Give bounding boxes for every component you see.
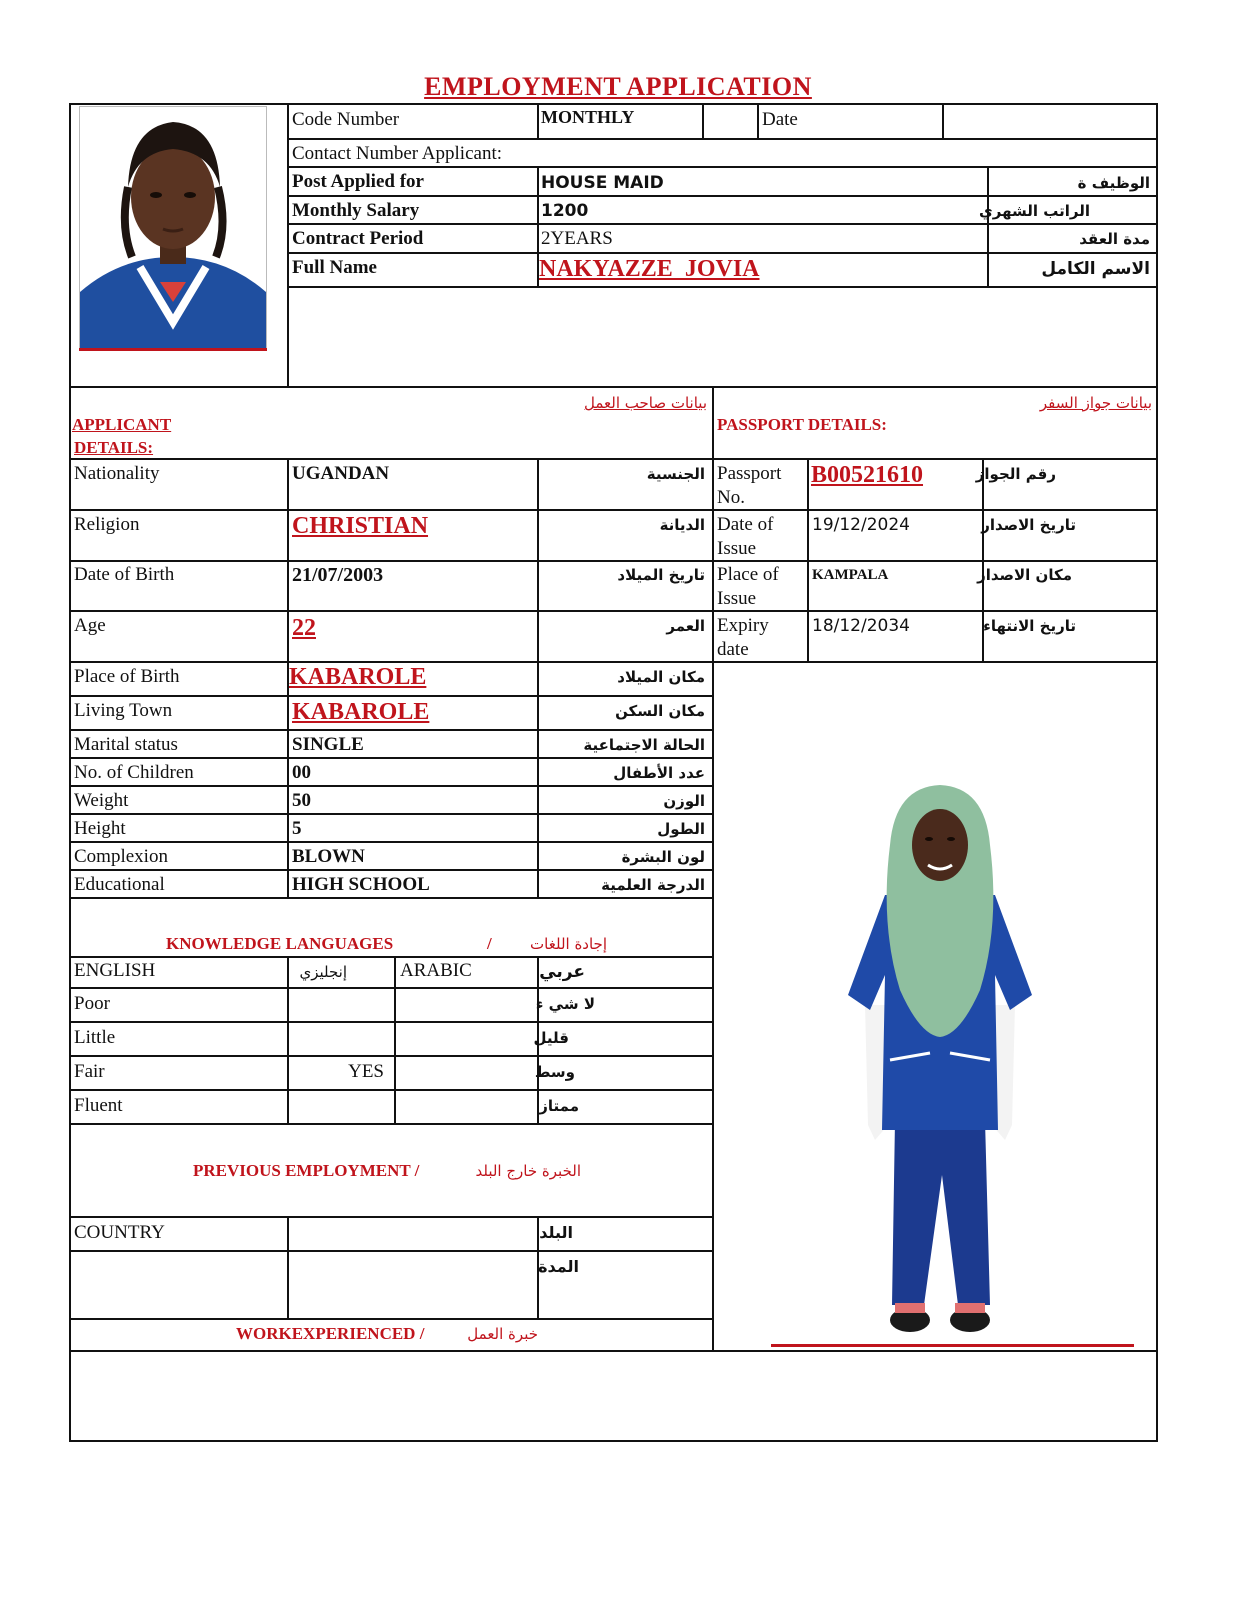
- page-title: EMPLOYMENT APPLICATION: [424, 72, 812, 101]
- weight-label: Weight: [74, 790, 129, 811]
- dob-value: 21/07/2003: [292, 564, 384, 586]
- fluent-label: Fluent: [74, 1095, 123, 1116]
- passport-no-label-2: No.: [717, 487, 745, 508]
- arabic-ar: عربي: [539, 962, 585, 982]
- languages-heading: KNOWLEDGE LANGUAGES: [166, 934, 394, 953]
- place-of-birth-value: KABAROLE: [289, 664, 427, 690]
- salary-value: 1200: [541, 201, 589, 221]
- complexion-ar: لون البشرة: [621, 848, 705, 866]
- issue-place-label-2: Issue: [717, 588, 757, 609]
- full-name-value: NAKYAZZE JOVIA: [539, 256, 760, 282]
- duration-ar: المدة: [538, 1257, 579, 1276]
- previous-heading: PREVIOUS EMPLOYMENT /: [193, 1161, 420, 1180]
- place-of-birth-label: Place of Birth: [74, 666, 180, 687]
- nationality-value: UGANDAN: [292, 463, 390, 484]
- issue-place-label-1: Place of: [717, 564, 779, 585]
- issue-place-ar: مكان الاصدار: [977, 566, 1072, 584]
- fair-label: Fair: [74, 1061, 105, 1082]
- complexion-value: BLOWN: [292, 846, 365, 867]
- poor-ar: لا شي ء: [535, 995, 595, 1013]
- post-label: Post Applied for: [292, 171, 424, 192]
- marital-label: Marital status: [74, 734, 178, 755]
- code-number-label: Code Number: [292, 109, 400, 130]
- passport-no-label-1: Passport: [717, 463, 782, 484]
- religion-label: Religion: [74, 514, 140, 535]
- expiry-value: 18/12/2034: [812, 616, 910, 636]
- languages-sep: /: [487, 934, 492, 953]
- nationality-label: Nationality: [74, 463, 160, 484]
- poor-label: Poor: [74, 993, 110, 1014]
- religion-ar: الديانة: [659, 516, 705, 534]
- fair-ar: وسط: [534, 1063, 575, 1081]
- issue-date-ar: تاريخ الاصدار: [981, 516, 1076, 534]
- living-town-ar: مكان السكن: [615, 702, 705, 720]
- education-label: Educational: [74, 874, 165, 895]
- country-label: COUNTRY: [74, 1222, 165, 1243]
- living-town-label: Living Town: [74, 700, 173, 721]
- passport-no-value: B00521610: [811, 462, 924, 488]
- marital-ar: الحالة الاجتماعية: [583, 736, 705, 754]
- expiry-ar: تاريخ الانتهاء: [983, 617, 1076, 635]
- age-value: 22: [292, 615, 316, 641]
- english-ar: إنجليزي: [299, 963, 347, 981]
- english-label: ENGLISH: [74, 960, 156, 981]
- children-value: 00: [292, 762, 311, 783]
- full-body-photo: [840, 775, 1040, 1340]
- previous-heading-ar: الخبرة خارج البلد: [475, 1162, 581, 1180]
- languages-heading-ar: إجادة اللغات: [530, 935, 607, 953]
- post-value: HOUSE MAID: [541, 173, 664, 193]
- issue-place-value: KAMPALA: [812, 567, 889, 583]
- education-ar: الدرجة العلمية: [601, 876, 705, 894]
- dob-ar: تاريخ الميلاد: [617, 566, 705, 584]
- date-label: Date: [762, 109, 798, 130]
- height-ar: الطول: [657, 820, 705, 838]
- issue-date-label-1: Date of: [717, 514, 774, 535]
- contract-value: 2YEARS: [541, 228, 613, 249]
- age-label: Age: [74, 615, 106, 636]
- work-heading-ar: خبرة العمل: [467, 1325, 538, 1343]
- place-of-birth-ar: مكان الميلاد: [617, 668, 705, 686]
- weight-ar: الوزن: [663, 792, 705, 810]
- contract-label: Contract Period: [292, 228, 424, 249]
- passport-no-ar: رقم الجواز: [975, 465, 1056, 483]
- height-label: Height: [74, 818, 126, 839]
- passport-heading: PASSPORT DETAILS:: [717, 415, 887, 434]
- applicant-heading-ar: بيانات صاحب العمل: [584, 394, 707, 412]
- passport-heading-ar: بيانات جواز السفر: [1039, 394, 1152, 412]
- age-ar: العمر: [666, 617, 705, 635]
- little-label: Little: [74, 1027, 116, 1048]
- work-heading: WORKEXPERIENCED /: [236, 1324, 425, 1343]
- issue-date-value: 19/12/2024: [812, 515, 910, 535]
- expiry-label-1: Expiry: [717, 615, 769, 636]
- marital-value: SINGLE: [292, 734, 364, 755]
- country-ar: البلد: [539, 1223, 573, 1242]
- weight-value: 50: [292, 790, 311, 811]
- applicant-heading-2: DETAILS:: [74, 438, 154, 457]
- education-value: HIGH SCHOOL: [292, 874, 430, 895]
- nationality-ar: الجنسية: [646, 465, 705, 483]
- complexion-label: Complexion: [74, 846, 168, 867]
- salary-label: Monthly Salary: [292, 200, 420, 221]
- contract-ar: مدة العقد: [1079, 230, 1150, 248]
- salary-ar: الراتب الشهري: [979, 202, 1090, 220]
- fair-english: YES: [348, 1061, 384, 1082]
- height-value: 5: [292, 818, 302, 839]
- full-name-ar: الاسم الكامل: [1041, 259, 1150, 279]
- contact-label: Contact Number Applicant:: [292, 143, 503, 164]
- arabic-label: ARABIC: [400, 960, 472, 981]
- dob-label: Date of Birth: [74, 564, 175, 585]
- portrait-photo: [79, 106, 267, 350]
- full-name-label: Full Name: [292, 257, 377, 278]
- post-ar: الوظيف ة: [1077, 174, 1150, 192]
- religion-value: CHRISTIAN: [292, 513, 429, 539]
- children-ar: عدد الأطفال: [613, 764, 705, 782]
- little-ar: قليل: [533, 1029, 569, 1047]
- children-label: No. of Children: [74, 762, 194, 783]
- applicant-heading-1: APPLICANT: [72, 415, 172, 434]
- fluent-ar: ممتاز: [539, 1097, 579, 1115]
- living-town-value: KABAROLE: [292, 699, 430, 725]
- issue-date-label-2: Issue: [717, 538, 757, 559]
- code-number-value: MONTHLY: [541, 107, 635, 127]
- expiry-label-2: date: [717, 639, 749, 660]
